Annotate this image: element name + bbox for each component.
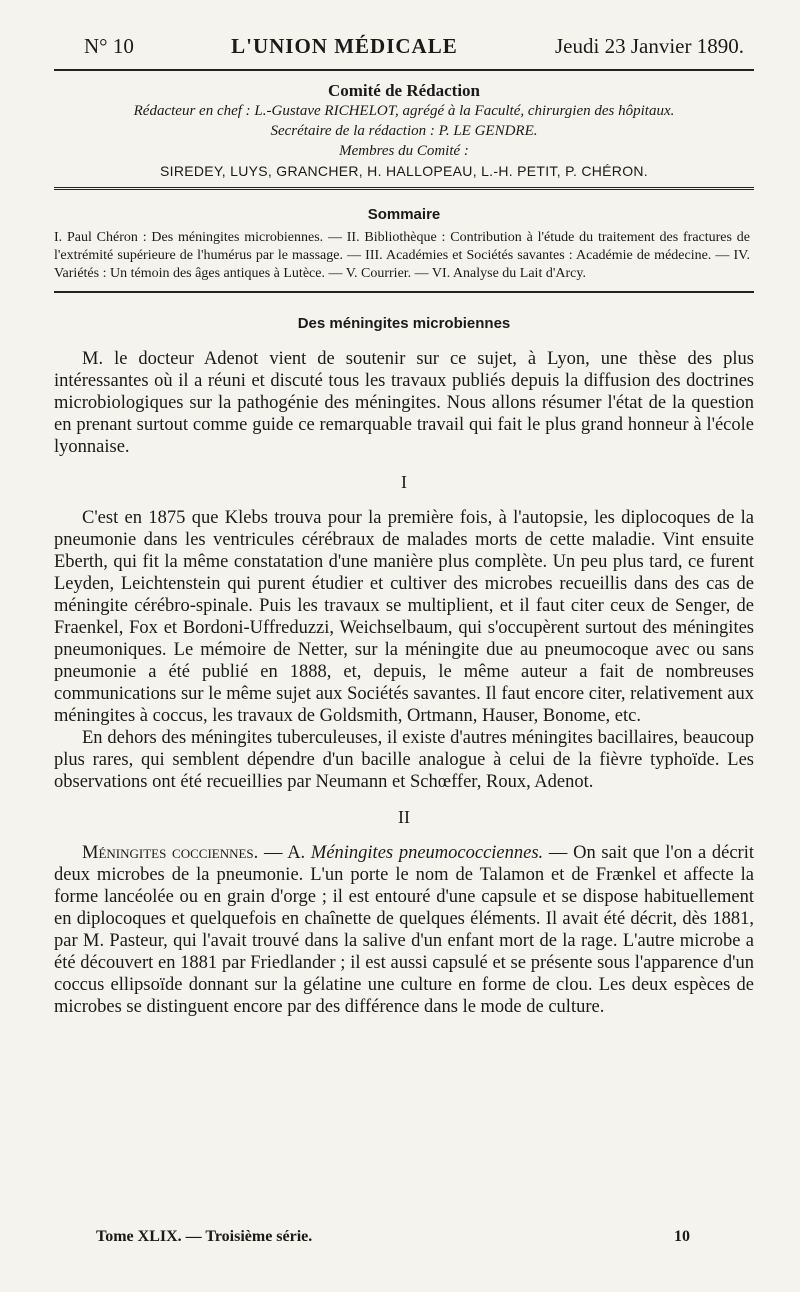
secretary-line: Secrétaire de la rédaction : P. LE GENDRE. [270,123,538,139]
section-number-1: I [401,472,407,492]
issue-date: Jeudi 23 Janvier 1890. [555,34,744,58]
page-header [54,18,754,69]
members-heading: Membres du Comité : [339,143,469,159]
committee-rule [54,187,754,190]
article-paragraph-3 [54,842,754,1018]
sommaire-heading: Sommaire [367,206,441,223]
sommaire-rule [54,291,754,293]
committee-heading: Comité de Rédaction [327,81,481,100]
page-footer [96,1228,690,1246]
section-number-2: II [398,807,410,827]
article-title: Des méningites microbiennes [297,315,511,332]
subsection-label: Méningites cocciennes. — A. [82,843,311,863]
journal-title: L'UNION MÉDICALE [231,34,458,58]
article-paragraph-1: C'est en 1875 que Klebs trouva pour la première fois, à l'autopsie, les diplocoques de la pneumonie dans les ventricules cérébraux de malades morts de cette maladie. Vint ensuite Eberth, qui fit la même constatation d'une manière plus complète. Un peu plus tard, ce furent Leyden, Leichtenstein qui purent étudier et cultiver des microbes recueillis dans des cas de méningite cérébro-spinale. Puis les travaux se multiplient, et il faut citer ceux de Senger, de Fraenkel, Fox et Bordoni-Uffreduzzi, Weichselbaum, qui s'occupèrent surtout des méningites pneumoniques. Le mémoire de Netter, sur la méningite due au pneumocoque avec ou sans pneumonie a été publié en 1888, et, depuis, le même auteur a fait de nombreuses communications sur le même sujet aux Sociétés savantes. Il faut encore citer, relativement aux méningites à coccus, les travaux de Goldsmith, Ortmann, Hauser, Bonome, etc. [54,508,754,726]
article-paragraph-2: En dehors des méningites tuberculeuses, il existe d'autres méningites bacillaires, beaucoup plus rares, qui semblent dépendre d'un bacille analogue à celui de la fièvre typhoïde. Les observations ont été recueillies par Neumann et Schœffer, Roux, Adenot. [54,728,754,792]
subsection-title: Méningites pneumococciennes. [310,843,544,863]
paragraph-3-text: — On sait que l'on a décrit deux microbes de la pneumonie. L'un porte le nom de Talamon et de Frænkel et affecte la forme lancéolée ou en grain d'orge ; il est entouré d'une capsule et se dispose habituellement en diplocoques et quelquefois en chaînette de quelques éléments. Il avait été décrit, dès 1881, par M. Pasteur, qui l'avait trouvé dans la salive d'un enfant mort de la rage. L'autre microbe a été découvert en 1881 par Friedlander ; il est aussi capsulé et se présente sous l'apparence d'un coccus ellipsoïde donnant sur la gélatine une culture en forme de clou. Les deux espèces de microbes se distinguent encore par des différence dans le mode de culture. [54,843,754,1017]
page-number: 10 [674,1228,690,1245]
editor-line: Rédacteur en chef : L.-Gustave RICHELOT, agrégé à la Faculté, chirurgien des hôpitaux. [133,103,675,119]
article-intro: M. le docteur Adenot vient de soutenir sur ce sujet, à Lyon, une thèse des plus intéressantes où il a réuni et discuté tous les travaux publiés depuis la diffusion des doctrines microbiologiques sur la pathogénie des méningites. Nous allons résumer l'état de la question en prenant surtout comme guide ce remarquable travail qui fait le plus grand honneur à l'école lyonnaise. [54,349,754,457]
header-rule [54,69,754,71]
issue-number: N° 10 [84,34,134,58]
editorial-committee [54,81,754,181]
sommaire-text: I. Paul Chéron : Des méningites microbiennes. — II. Bibliothèque : Contribution à l'étude du traitement des fractures de l'extrémité supérieure de l'humérus par le massage. — III. Académies et Sociétés savantes : Académie de médecine. — IV. Variétés : Un témoin des âges antiques à Lutèce. — V. Courrier. — VI. Analyse du Lait d'Arcy. [54,230,750,281]
tome-label: Tome XLIX. — Troisième série. [96,1228,313,1245]
committee-members: SIREDEY, LUYS, GRANCHER, H. HALLOPEAU, L.-H. PETIT, P. CHÉRON. [160,163,648,179]
